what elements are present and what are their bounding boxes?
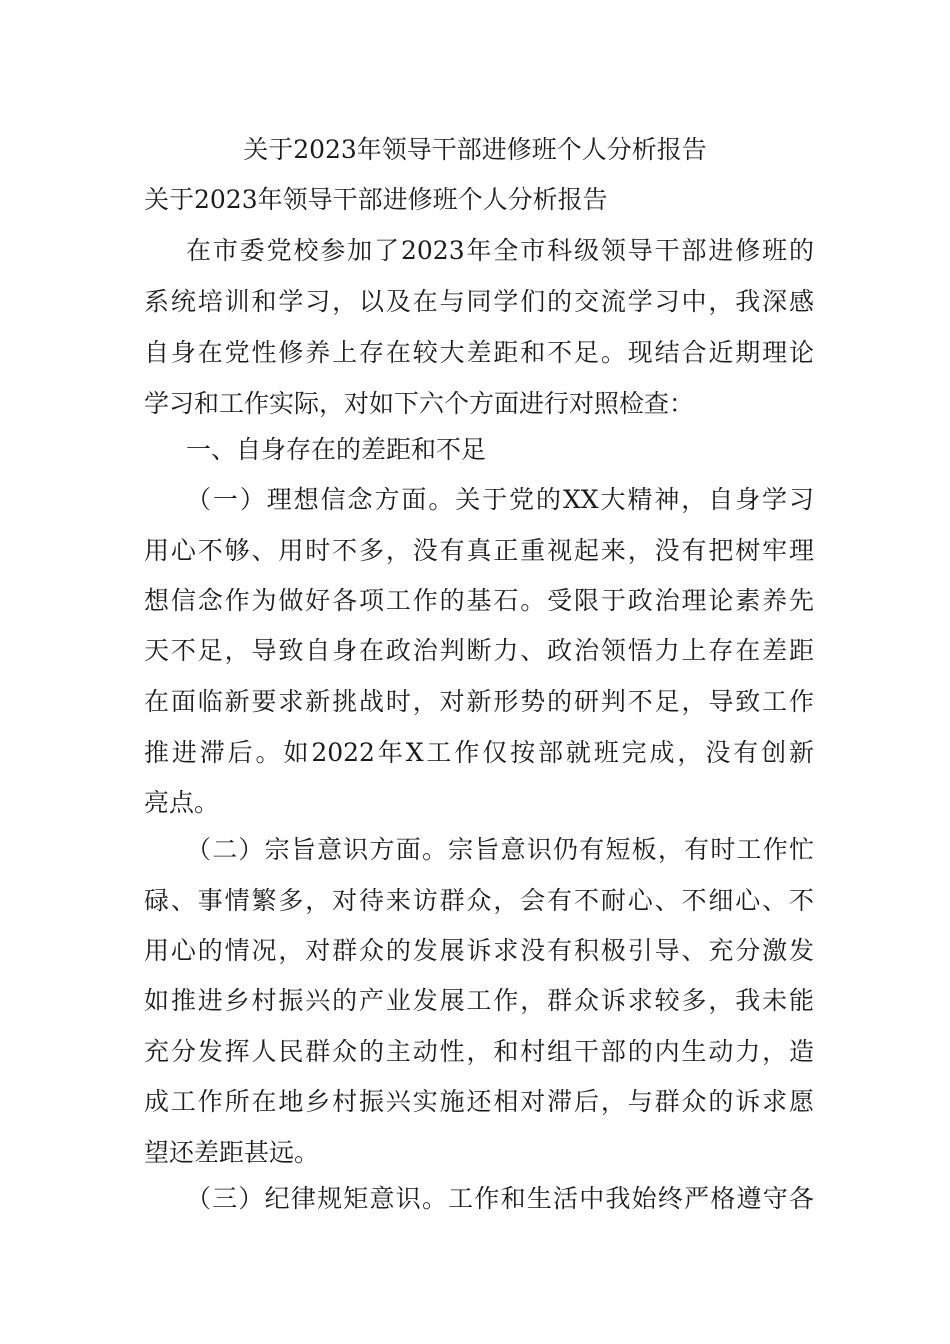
paragraph-line: 在市委党校参加了2023年全市科级领导干部进修班的 bbox=[186, 236, 814, 265]
paragraph-line: 学习和工作实际，对如下六个方面进行对照检查： bbox=[144, 389, 695, 418]
paragraph-line: 在面临新要求新挑战时，对新形势的研判不足，导致工作 bbox=[144, 687, 814, 716]
paragraph-line: 想信念作为做好各项工作的基石。受限于政治理论素养先 bbox=[144, 586, 814, 615]
paragraph-line: 自身在党性修养上存在较大差距和不足。现结合近期理论 bbox=[144, 338, 814, 367]
section-heading: 一、自身存在的差距和不足 bbox=[186, 435, 487, 464]
paragraph-line: 用心不够、用时不多，没有真正重视起来，没有把树牢理 bbox=[144, 536, 814, 565]
paragraph-line: 充分发挥人民群众的主动性，和村组干部的内生动力，造 bbox=[144, 1037, 814, 1066]
paragraph-line: （三）纪律规矩意识。工作和生活中我始终严格遵守各 bbox=[186, 1184, 814, 1213]
paragraph-line: （二）宗旨意识方面。宗旨意识仍有短板，有时工作忙 bbox=[186, 835, 814, 864]
paragraph-line: 碌、事情繁多，对待来访群众，会有不耐心、不细心、不 bbox=[144, 886, 814, 915]
document-title: 关于2023年领导干部进修班个人分析报告 bbox=[243, 135, 707, 164]
paragraph-line: 成工作所在地乡村振兴实施还相对滞后，与群众的诉求愿 bbox=[144, 1087, 814, 1116]
paragraph-line: 用心的情况，对群众的发展诉求没有积极引导、充分激发 bbox=[144, 936, 814, 965]
paragraph-line: 系统培训和学习，以及在与同学们的交流学习中，我深感 bbox=[144, 287, 814, 316]
paragraph-line: 亮点。 bbox=[144, 788, 220, 817]
paragraph-line: 望还差距甚远。 bbox=[144, 1138, 320, 1167]
paragraph-line: 推进滞后。如2022年X工作仅按部就班完成，没有创新 bbox=[144, 738, 814, 767]
document-subtitle: 关于2023年领导干部进修班个人分析报告 bbox=[144, 185, 608, 214]
paragraph-line: 天不足，导致自身在政治判断力、政治领悟力上存在差距 bbox=[144, 636, 814, 665]
paragraph-line: 如推进乡村振兴的产业发展工作，群众诉求较多，我未能 bbox=[144, 986, 814, 1015]
paragraph-line: （一）理想信念方面。关于党的XX大精神，自身学习 bbox=[186, 485, 814, 514]
